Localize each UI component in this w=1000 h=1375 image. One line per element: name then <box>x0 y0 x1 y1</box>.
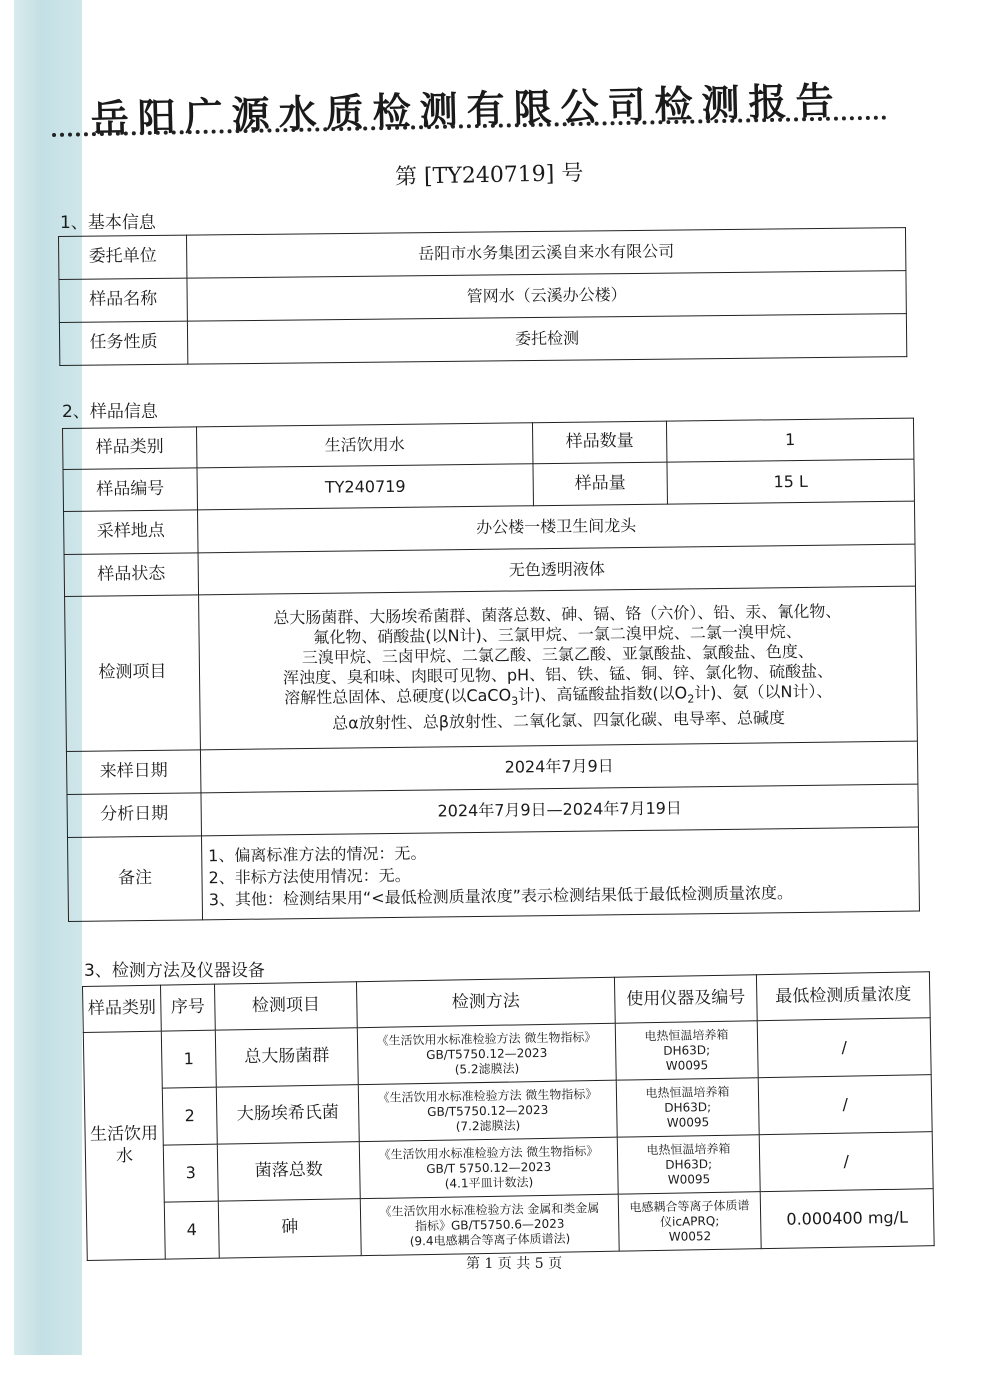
client-value: 岳阳市水务集团云溪自来水有限公司 <box>186 228 905 279</box>
instrument-line: W0095 <box>665 1057 709 1073</box>
method-line: 《生活饮用水标准检验方法 微生物指标》 <box>377 1086 598 1105</box>
method-line: (9.4电感耦合等离子体质谱法) <box>409 1231 571 1248</box>
receive-date-label: 来样日期 <box>66 750 201 795</box>
count-label: 样品数量 <box>532 421 666 464</box>
table-row <box>68 827 920 921</box>
table-row <box>59 314 906 366</box>
header-category: 样品类别 <box>83 985 162 1032</box>
page-footer: 第 1 页 共 5 页 <box>466 1256 563 1272</box>
section-methods-title: 3、检测方法及仪器设备 <box>84 961 265 981</box>
analysis-date-label: 分析日期 <box>67 793 202 838</box>
sample-id-label: 样品编号 <box>63 468 198 512</box>
row-number: 1 <box>161 1030 216 1088</box>
row-instrument <box>618 1192 761 1251</box>
state-label: 样品状态 <box>64 553 199 597</box>
row-item: 菌落总数 <box>217 1142 360 1201</box>
table-row <box>65 586 918 751</box>
location-label: 采样地点 <box>64 510 199 555</box>
sample-id-value: TY240719 <box>197 464 533 510</box>
sample-name-value: 管网水（云溪办公楼） <box>187 271 906 322</box>
method-line: 《生活饮用水标准检验方法 微生物指标》 <box>378 1143 599 1162</box>
report-number: 第 [TY240719] 号 <box>394 161 584 190</box>
instrument-line: W0052 <box>668 1228 712 1244</box>
instrument-line: 仪icAPRQ; <box>659 1213 720 1229</box>
method-line: GB/T5750.12—2023 <box>427 1102 549 1119</box>
receive-date-value: 2024年7月9日 <box>200 741 917 793</box>
subscript: 2 <box>687 692 695 706</box>
instrument-line: DH63D; <box>665 1156 713 1172</box>
test-items-text: 计)、氨（以N计）、 <box>694 681 833 703</box>
row-instrument <box>616 1078 759 1137</box>
test-items-text: 计)、高锰酸盐指数(以O <box>518 683 688 705</box>
method-line: 《生活饮用水标准检验方法 金属和类金属 <box>379 1200 600 1219</box>
test-items-line: 浑浊度、臭和味、肉眼可见物、pH、铝、铁、锰、铜、锌、氯化物、硫酸盐、 <box>282 661 834 688</box>
row-method <box>360 1194 619 1255</box>
category-label: 样品类别 <box>63 427 197 470</box>
sample-name-label: 样品名称 <box>59 278 187 322</box>
task-label: 任务性质 <box>59 321 187 365</box>
remark-line: 3、其他：检测结果用“<最低检测质量浓度”表示检测结果低于最低检测质量浓度。 <box>208 882 794 909</box>
section-basic-info-title: 1、基本信息 <box>60 213 156 233</box>
amount-label: 样品量 <box>533 462 668 506</box>
header-item: 检测项目 <box>214 982 357 1030</box>
state-value: 无色透明液体 <box>198 544 915 595</box>
count-value: 1 <box>666 418 913 462</box>
remarks-label: 备注 <box>68 836 203 922</box>
row-item: 总大肠菌群 <box>215 1028 358 1087</box>
row-number: 4 <box>164 1201 219 1259</box>
row-instrument <box>617 1135 760 1194</box>
test-items-line: 氟化物、硝酸盐(以N计)、三氯甲烷、一氯二溴甲烷、二氯一溴甲烷、 <box>313 621 802 647</box>
method-line: (7.2滤膜法) <box>455 1117 521 1133</box>
instrument-line: 电感耦合等离子体质谱 <box>629 1197 750 1214</box>
methods-category: 生活饮用水 <box>83 1031 165 1260</box>
header-number: 序号 <box>160 984 215 1031</box>
location-value: 办公楼一楼卫生间龙头 <box>198 501 915 553</box>
test-items-text: 溶解性总固体、总硬度(以CaCO <box>284 685 512 708</box>
instrument-line: W0095 <box>667 1171 711 1187</box>
row-limit: 0.000400 mg/L <box>760 1189 934 1249</box>
remark-line: 1、偏离标准方法的情况：无。 <box>208 843 427 865</box>
subscript: 3 <box>511 694 519 708</box>
method-line: GB/T 5750.12—2023 <box>426 1159 552 1176</box>
row-item: 大肠埃希氏菌 <box>216 1085 359 1144</box>
instrument-line: DH63D; <box>664 1099 712 1115</box>
section-sample-info-title: 2、样品信息 <box>62 402 158 422</box>
row-item: 砷 <box>218 1199 361 1258</box>
report-title: 岳阳广源水质检测有限公司检测报告 <box>90 78 844 141</box>
header-instrument: 使用仪器及编号 <box>614 975 757 1023</box>
test-items-line: 总α放射性、总β放射性、二氧化氯、四氯化碳、电导率、总碱度 <box>332 708 786 733</box>
instrument-line: 电热恒温培养箱 <box>645 1084 730 1100</box>
instrument-line: 电热恒温培养箱 <box>646 1141 731 1157</box>
row-number: 2 <box>162 1087 217 1145</box>
row-limit: / <box>758 1075 932 1135</box>
row-method <box>358 1080 617 1141</box>
remarks <box>201 827 919 920</box>
header-method: 检测方法 <box>356 977 615 1027</box>
method-line: GB/T5750.12—2023 <box>426 1045 548 1062</box>
row-method <box>357 1023 616 1084</box>
instrument-line: DH63D; <box>663 1042 711 1058</box>
test-items <box>199 586 918 750</box>
row-limit: / <box>757 1018 931 1078</box>
task-value: 委托检测 <box>187 314 906 365</box>
row-method <box>359 1137 618 1198</box>
method-line: (4.1平皿计数法) <box>444 1174 534 1191</box>
sample-info-table <box>62 418 920 922</box>
method-line: (5.2滤膜法) <box>454 1060 520 1077</box>
category-value: 生活饮用水 <box>196 423 532 468</box>
analysis-date-value: 2024年7月9日—2024年7月19日 <box>201 784 918 836</box>
methods-table <box>82 971 935 1261</box>
instrument-line: W0095 <box>666 1114 710 1130</box>
method-line: 指标》GB/T5750.6—2023 <box>414 1216 565 1233</box>
basic-info-table <box>58 227 907 366</box>
client-label: 委托单位 <box>59 235 187 279</box>
test-items-line: 总大肠菌群、大肠埃希菌群、菌落总数、砷、镉、铬（六价）、铅、汞、氰化物、 <box>273 601 842 628</box>
method-line: 《生活饮用水标准检验方法 微生物指标》 <box>376 1029 597 1048</box>
row-limit: / <box>759 1132 933 1192</box>
amount-value: 15 L <box>667 459 914 504</box>
remark-line: 2、非标方法使用情况：无。 <box>208 865 411 887</box>
row-instrument <box>615 1021 758 1080</box>
instrument-line: 电热恒温培养箱 <box>644 1027 729 1043</box>
test-items-line: 三溴甲烷、三卤甲烷、二氯乙酸、三氯乙酸、亚氯酸盐、氯酸盐、色度、 <box>301 641 814 667</box>
items-label: 检测项目 <box>65 595 201 752</box>
header-limit: 最低检测质量浓度 <box>756 972 930 1021</box>
row-number: 3 <box>163 1144 218 1202</box>
